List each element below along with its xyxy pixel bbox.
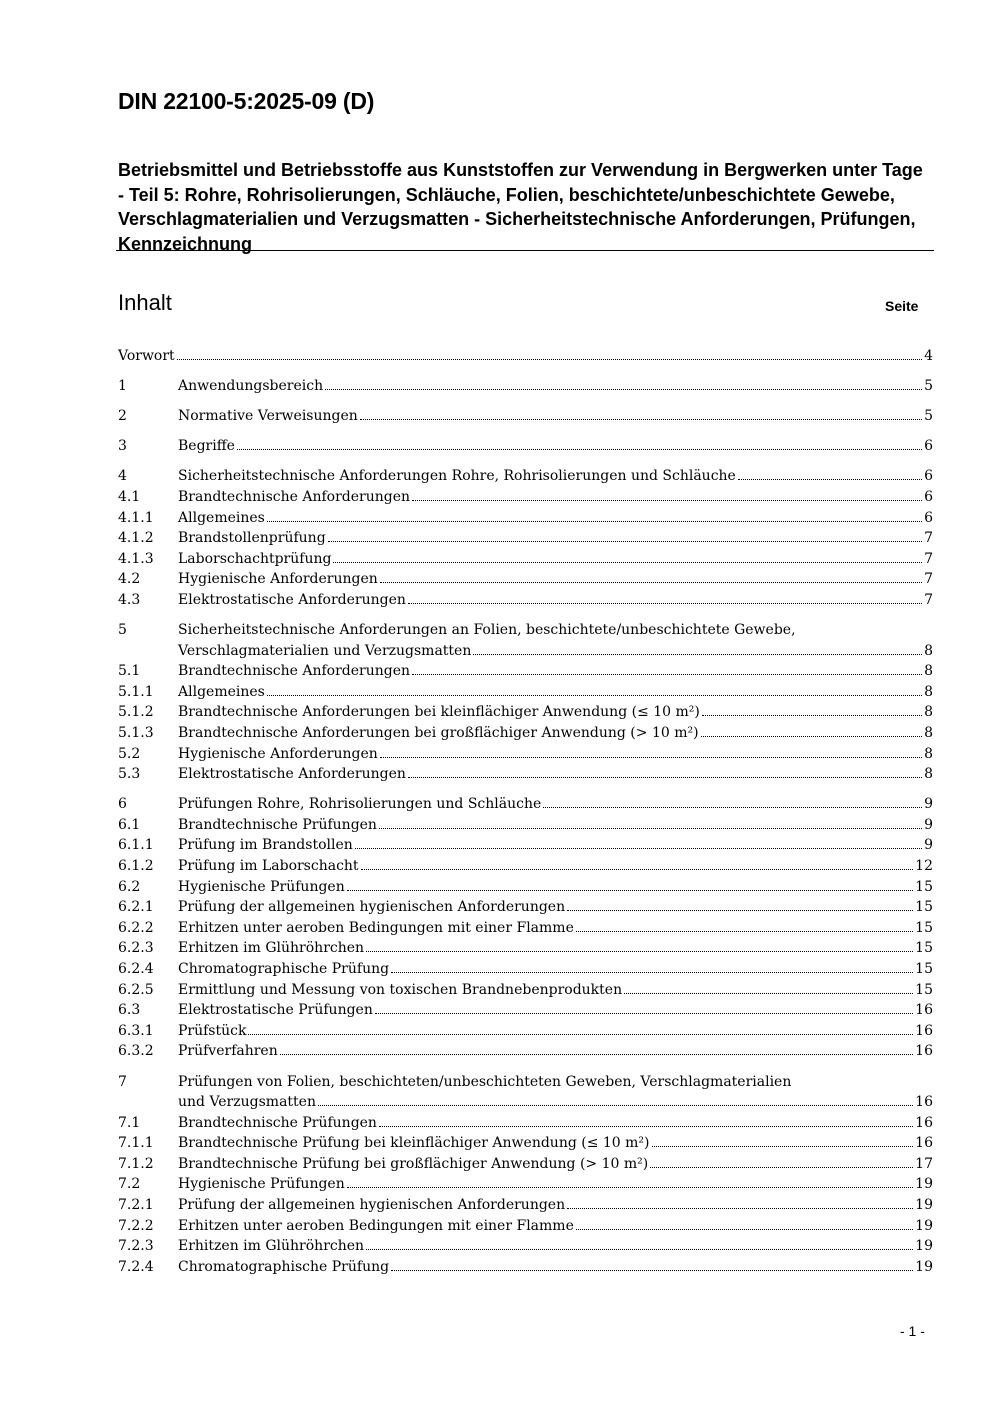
- toc-entry-number: 4.1.2: [118, 530, 154, 547]
- toc-entry-title: Chromatographische Prüfung: [178, 1258, 390, 1275]
- toc-entry[interactable]: [118, 1154, 933, 1175]
- toc-entry[interactable]: [118, 620, 933, 661]
- toc-heading: Inhalt: [118, 290, 172, 315]
- toc-entry[interactable]: [118, 376, 933, 397]
- toc-entry[interactable]: [118, 1072, 933, 1113]
- toc-entry-page: 15: [915, 899, 933, 916]
- toc-entry-page: 19: [915, 1176, 933, 1193]
- toc-entry-title: Begriffe: [178, 438, 235, 455]
- toc-entry[interactable]: [118, 1000, 933, 1021]
- toc-dot-leader: [624, 993, 913, 994]
- toc-entry-number: 4.1.3: [118, 550, 154, 567]
- toc-entry-title: Erhitzen unter aeroben Bedingungen mit einer Flamme: [178, 919, 574, 936]
- toc-dot-leader: [267, 695, 922, 696]
- toc-entry-number: 5.1.3: [118, 725, 154, 741]
- toc-entry[interactable]: [118, 835, 933, 856]
- toc-entry-title: Prüfung im Brandstollen: [178, 837, 353, 854]
- toc-entry-page: 7: [924, 591, 933, 608]
- toc-entry-title: Ermittlung und Messung von toxischen Brandnebenprodukten: [178, 981, 623, 998]
- toc-dot-leader: [375, 1013, 913, 1014]
- toc-entry-page: 5: [924, 408, 933, 425]
- toc-entry-number: 5.1: [118, 663, 141, 680]
- toc-entry-title-continued: Verschlagmaterialien und Verzugsmatten: [178, 642, 472, 659]
- toc-entry[interactable]: [118, 436, 933, 457]
- toc-entry-title: Anwendungsbereich: [178, 378, 324, 395]
- toc-entry[interactable]: [118, 682, 933, 703]
- toc-entry[interactable]: [118, 815, 933, 836]
- toc-entry[interactable]: [118, 897, 933, 918]
- toc-dot-leader: [366, 1249, 913, 1250]
- toc-entry-title: Elektrostatische Anforderungen: [178, 591, 406, 608]
- toc-entry-page: 8: [924, 766, 933, 783]
- toc-entry-title: Brandtechnische Anforderungen: [178, 488, 411, 505]
- toc-entry-title: Prüfstück: [178, 1022, 247, 1039]
- toc-entry-page: 12: [915, 858, 933, 875]
- toc-entry-page: 19: [915, 1197, 933, 1214]
- toc-entry-number: 6.3: [118, 1002, 141, 1019]
- toc-dot-leader: [412, 674, 922, 675]
- toc-entry-page: 16: [915, 1002, 933, 1019]
- toc-entry-title: Brandstollenprüfung: [178, 530, 326, 547]
- toc-entry-page: 15: [915, 878, 933, 895]
- toc-entry-title: Hygienische Prüfungen: [178, 878, 345, 895]
- toc-dot-leader: [347, 1187, 913, 1188]
- toc-entry-number: 7.2.4: [118, 1258, 154, 1275]
- toc-entry-page: 19: [915, 1217, 933, 1234]
- toc-entry-number: 4.2: [118, 571, 141, 588]
- toc-entry[interactable]: [118, 723, 933, 744]
- toc-dot-leader: [248, 1034, 913, 1035]
- toc-entry-number: 2: [118, 408, 127, 425]
- toc-entry-number: 6: [118, 796, 127, 813]
- toc-entry-page: 16: [915, 1114, 933, 1131]
- toc-entry-number: 6.2.2: [118, 919, 154, 936]
- toc-entry-page: 7: [924, 571, 933, 588]
- toc-entry-title: Brandtechnische Anforderungen: [178, 663, 411, 680]
- toc-entry-title: Allgemeines: [178, 509, 265, 526]
- table-of-contents: [118, 346, 933, 1277]
- toc-entry-page: 7: [924, 550, 933, 567]
- toc-dot-leader: [567, 1208, 913, 1209]
- toc-entry-title: Sicherheitstechnische Anforderungen an Folien, beschichtete/unbeschichtete Gewebe,: [178, 622, 796, 639]
- toc-dot-leader: [355, 848, 922, 849]
- toc-entry-page: 7: [924, 530, 933, 547]
- toc-entry-number: 7.1: [118, 1114, 141, 1131]
- toc-entry[interactable]: [118, 744, 933, 765]
- toc-entry-page: 19: [915, 1258, 933, 1275]
- toc-entry-title: Prüfung im Laborschacht: [178, 858, 359, 875]
- toc-entry-number: 7: [118, 1073, 127, 1090]
- toc-entry-number: 7.1.1: [118, 1135, 154, 1152]
- toc-dot-leader: [280, 1054, 913, 1055]
- toc-entry-number: 5.1.2: [118, 704, 154, 721]
- toc-entry-title-continued: und Verzugsmatten: [178, 1094, 316, 1111]
- toc-entry-page: 4: [924, 348, 933, 364]
- toc-entry-page: 9: [924, 796, 933, 813]
- toc-entry-number: 1: [118, 378, 127, 395]
- toc-entry-page: 8: [924, 683, 933, 700]
- toc-entry-number: 5.2: [118, 745, 141, 762]
- toc-dot-leader: [408, 777, 922, 778]
- toc-entry[interactable]: [118, 549, 933, 570]
- toc-dot-leader: [379, 1126, 913, 1127]
- toc-entry-page: 8: [924, 642, 933, 659]
- toc-dot-leader: [333, 562, 922, 563]
- toc-entry-number: 5.1.1: [118, 683, 154, 700]
- toc-entry-page: 5: [924, 378, 933, 395]
- toc-entry-number: 4.1.1: [118, 509, 154, 526]
- toc-entry-title: Elektrostatische Prüfungen: [178, 1002, 373, 1019]
- toc-entry-page: 6: [924, 488, 933, 505]
- toc-entry-title: Hygienische Anforderungen: [178, 571, 378, 588]
- toc-entry-title: Elektrostatische Anforderungen: [178, 766, 406, 783]
- toc-entry-title: Hygienische Anforderungen: [178, 745, 378, 762]
- toc-entry[interactable]: [118, 406, 933, 427]
- toc-entry-title: Normative Verweisungen: [178, 408, 358, 425]
- toc-dot-leader: [412, 500, 922, 501]
- toc-entry-title: Allgemeines: [178, 683, 265, 700]
- toc-dot-leader: [702, 715, 922, 716]
- document-title: Betriebsmittel und Betriebsstoffe aus Kunststoffen zur Verwendung in Bergwerken unter Tage - Teil 5: Rohre, Rohrisolierungen, Schläuche, Folien, beschichtete/unbeschichtete Gewebe, Verschlagmaterialien und Verzugsmatten - Sicherheitstechnische Anforderungen, Prüfungen, Kennzeichnung: [118, 160, 923, 254]
- toc-entry[interactable]: [118, 980, 933, 1001]
- document-id: DIN 22100-5:2025-09 (D): [118, 88, 375, 114]
- toc-entry-title: Prüfverfahren: [178, 1043, 278, 1060]
- toc-dot-leader: [380, 757, 922, 758]
- toc-entry-title: Erhitzen unter aeroben Bedingungen mit einer Flamme: [178, 1217, 574, 1234]
- toc-entry-title: Vorwort: [118, 348, 175, 364]
- toc-entry-number: 4: [118, 468, 127, 485]
- toc-entry[interactable]: [118, 508, 933, 529]
- toc-entry-page: 15: [915, 981, 933, 998]
- toc-entry-number: 7.2.1: [118, 1197, 154, 1214]
- toc-entry[interactable]: [118, 1021, 933, 1042]
- toc-entry[interactable]: [118, 938, 933, 959]
- toc-entry-title: Prüfung der allgemeinen hygienischen Anforderungen: [178, 1197, 566, 1214]
- toc-dot-leader: [380, 582, 922, 583]
- toc-dot-leader: [325, 389, 922, 390]
- toc-entry-page: 15: [915, 961, 933, 978]
- toc-entry-page: 6: [924, 468, 933, 485]
- toc-entry[interactable]: [118, 1257, 933, 1278]
- toc-dot-leader: [267, 521, 922, 522]
- toc-entry[interactable]: [118, 959, 933, 980]
- toc-dot-leader: [360, 419, 922, 420]
- toc-dot-leader: [738, 479, 922, 480]
- toc-entry-number: 6.3.2: [118, 1043, 154, 1060]
- toc-entry-number: 7.2.3: [118, 1238, 154, 1255]
- footer-page-number: - 1 -: [900, 1323, 925, 1339]
- toc-entry[interactable]: [118, 918, 933, 939]
- toc-dot-leader: [237, 449, 922, 450]
- toc-entry-page: 8: [924, 704, 933, 721]
- toc-dot-leader: [701, 736, 923, 737]
- toc-dot-leader: [576, 1229, 913, 1230]
- toc-entry-number: 6.3.1: [118, 1022, 154, 1039]
- toc-entry[interactable]: [118, 1216, 933, 1237]
- toc-entry-title: Sicherheitstechnische Anforderungen Rohre, Rohrisolierungen und Schläuche: [178, 468, 736, 485]
- toc-entry-page: 15: [915, 919, 933, 936]
- toc-entry-number: 6.2.3: [118, 940, 154, 957]
- toc-dot-leader: [391, 972, 913, 973]
- toc-entry-title: Hygienische Prüfungen: [178, 1176, 345, 1193]
- toc-dot-leader: [318, 1105, 913, 1106]
- toc-entry-number: 7.2.2: [118, 1217, 154, 1234]
- toc-dot-leader: [652, 1146, 914, 1147]
- toc-entry-number: 6.2.1: [118, 899, 154, 916]
- toc-entry-page: 16: [915, 1135, 933, 1152]
- toc-entry[interactable]: [118, 794, 933, 815]
- toc-dot-leader: [543, 807, 922, 808]
- toc-entry[interactable]: [118, 764, 933, 785]
- toc-entry-page: 16: [915, 1022, 933, 1039]
- toc-entry-number: 7.2: [118, 1176, 141, 1193]
- toc-entry-title: Prüfungen Rohre, Rohrisolierungen und Schläuche: [178, 796, 542, 813]
- toc-entry[interactable]: [118, 1236, 933, 1257]
- toc-page-column-label: Seite: [885, 298, 919, 314]
- toc-entry-title: Brandtechnische Prüfung bei großflächiger Anwendung (> 10 m²): [178, 1155, 649, 1172]
- toc-entry-title: Brandtechnische Anforderungen bei großflächiger Anwendung (> 10 m²): [178, 725, 699, 741]
- toc-entry-number: 7.1.2: [118, 1155, 154, 1172]
- toc-dot-leader: [408, 603, 922, 604]
- toc-entry-page: 19: [915, 1238, 933, 1255]
- toc-entry-number: 6.2: [118, 878, 141, 895]
- toc-entry-title: Brandtechnische Prüfungen: [178, 1114, 377, 1131]
- toc-entry-title: Prüfungen von Folien, beschichteten/unbeschichteten Geweben, Verschlagmaterialien: [178, 1073, 792, 1090]
- title-divider: [116, 250, 934, 251]
- toc-dot-leader: [391, 1270, 913, 1271]
- toc-entry[interactable]: [118, 569, 933, 590]
- toc-entry-number: 3: [118, 438, 127, 455]
- toc-entry-title: Brandtechnische Anforderungen bei kleinflächiger Anwendung (≤ 10 m²): [178, 704, 700, 721]
- toc-entry-page: 9: [924, 816, 933, 833]
- toc-entry-page: 16: [915, 1094, 933, 1111]
- toc-entry-title: Brandtechnische Prüfung bei kleinflächiger Anwendung (≤ 10 m²): [178, 1135, 650, 1152]
- toc-entry[interactable]: [118, 466, 933, 487]
- toc-entry[interactable]: [118, 661, 933, 682]
- toc-entry-number: 5: [118, 622, 127, 639]
- toc-entry-title: Laborschachtprüfung: [178, 550, 332, 567]
- toc-entry[interactable]: [118, 528, 933, 549]
- toc-entry-number: 6.1: [118, 816, 141, 833]
- toc-entry-number: 4.3: [118, 591, 141, 608]
- toc-entry-title: Erhitzen im Glühröhrchen: [178, 940, 365, 957]
- toc-entry[interactable]: [118, 856, 933, 877]
- toc-entry-page: 9: [924, 837, 933, 854]
- toc-entry-title: Chromatographische Prüfung: [178, 961, 390, 978]
- toc-entry[interactable]: [118, 1133, 933, 1154]
- toc-entry[interactable]: [118, 346, 933, 367]
- toc-entry-page: 17: [915, 1155, 933, 1172]
- toc-entry[interactable]: [118, 1113, 933, 1134]
- toc-entry-number: 6.1.2: [118, 858, 154, 875]
- toc-entry[interactable]: [118, 877, 933, 898]
- toc-entry-page: 15: [915, 940, 933, 957]
- toc-dot-leader: [361, 869, 914, 870]
- toc-entry-page: 8: [924, 663, 933, 680]
- toc-entry[interactable]: [118, 487, 933, 508]
- toc-dot-leader: [473, 654, 922, 655]
- toc-entry-page: 6: [924, 438, 933, 455]
- toc-dot-leader: [567, 910, 913, 911]
- toc-entry[interactable]: [118, 702, 933, 723]
- toc-dot-leader: [347, 890, 913, 891]
- toc-entry-number: 6.2.4: [118, 961, 154, 978]
- toc-entry-number: 4.1: [118, 488, 141, 505]
- toc-entry-page: 8: [924, 745, 933, 762]
- toc-entry-number: 6.1.1: [118, 837, 154, 854]
- toc-dot-leader: [576, 931, 913, 932]
- toc-dot-leader: [650, 1167, 913, 1168]
- toc-entry-number: 6.2.5: [118, 981, 154, 998]
- toc-entry-title: Prüfung der allgemeinen hygienischen Anforderungen: [178, 899, 566, 916]
- toc-entry[interactable]: [118, 1195, 933, 1216]
- toc-entry-title: Brandtechnische Prüfungen: [178, 816, 377, 833]
- toc-entry-page: 16: [915, 1043, 933, 1060]
- toc-dot-leader: [177, 359, 922, 360]
- toc-entry[interactable]: [118, 590, 933, 611]
- toc-dot-leader: [379, 828, 922, 829]
- toc-entry-title: Erhitzen im Glühröhrchen: [178, 1238, 365, 1255]
- toc-entry[interactable]: [118, 1041, 933, 1062]
- toc-entry-number: 5.3: [118, 766, 141, 783]
- toc-dot-leader: [328, 541, 922, 542]
- toc-entry-page: 8: [924, 725, 933, 741]
- toc-entry[interactable]: [118, 1174, 933, 1195]
- toc-entry-page: 6: [924, 509, 933, 526]
- toc-dot-leader: [366, 951, 913, 952]
